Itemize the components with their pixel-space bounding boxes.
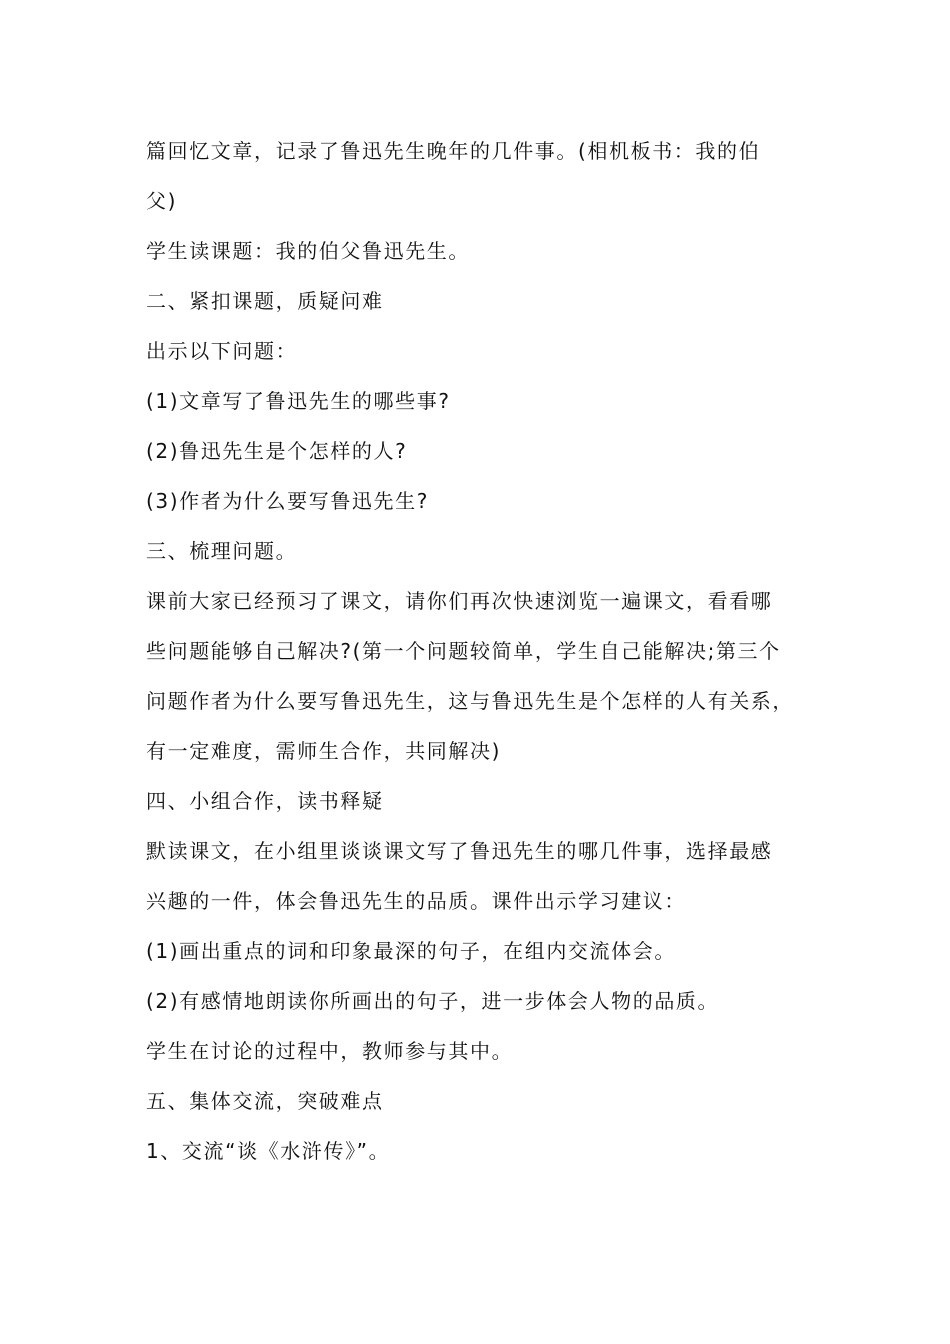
paragraph-line: 父) <box>146 189 178 213</box>
paragraph-line: 学生在讨论的过程中，教师参与其中。 <box>146 1039 514 1063</box>
question-item: (2)鲁迅先生是个怎样的人? <box>146 439 408 463</box>
suggestion-item: (2)有感情地朗读你所画出的句子，进一步体会人物的品质。 <box>146 989 720 1013</box>
paragraph-line: 兴趣的一件，体会鲁迅先生的品质。课件出示学习建议： <box>146 889 686 913</box>
section-heading: 二、紧扣课题，质疑问难 <box>146 289 384 313</box>
question-item: (1)文章写了鲁迅先生的哪些事? <box>146 389 451 413</box>
paragraph-line: 学生读课题：我的伯父鲁迅先生。 <box>146 239 470 263</box>
paragraph-line: 出示以下问题： <box>146 339 298 363</box>
section-heading: 五、集体交流，突破难点 <box>146 1089 384 1113</box>
paragraph-line: 有一定难度，需师生合作，共同解决) <box>146 739 502 763</box>
paragraph-line: 篇回忆文章，记录了鲁迅先生晚年的几件事。(相机板书：我的伯 <box>146 139 761 163</box>
question-item: (3)作者为什么要写鲁迅先生? <box>146 489 429 513</box>
document-body <box>146 126 846 1176</box>
paragraph-line: 些问题能够自己解决?(第一个问题较简单，学生自己能解决;第三个 <box>146 639 781 663</box>
paragraph-line: 课前大家已经预习了课文，请你们再次快速浏览一遍课文，看看哪 <box>146 589 773 613</box>
section-heading: 三、梳理问题。 <box>146 539 298 563</box>
paragraph-line: 问题作者为什么要写鲁迅先生，这与鲁迅先生是个怎样的人有关系， <box>146 689 794 713</box>
suggestion-item: (1)画出重点的词和印象最深的句子，在组内交流体会。 <box>146 939 676 963</box>
section-heading: 四、小组合作，读书释疑 <box>146 789 384 813</box>
paragraph-line: 默读课文，在小组里谈谈课文写了鲁迅先生的哪几件事，选择最感 <box>146 839 773 863</box>
paragraph-line: 1、交流“谈《水浒传》”。 <box>146 1139 391 1163</box>
